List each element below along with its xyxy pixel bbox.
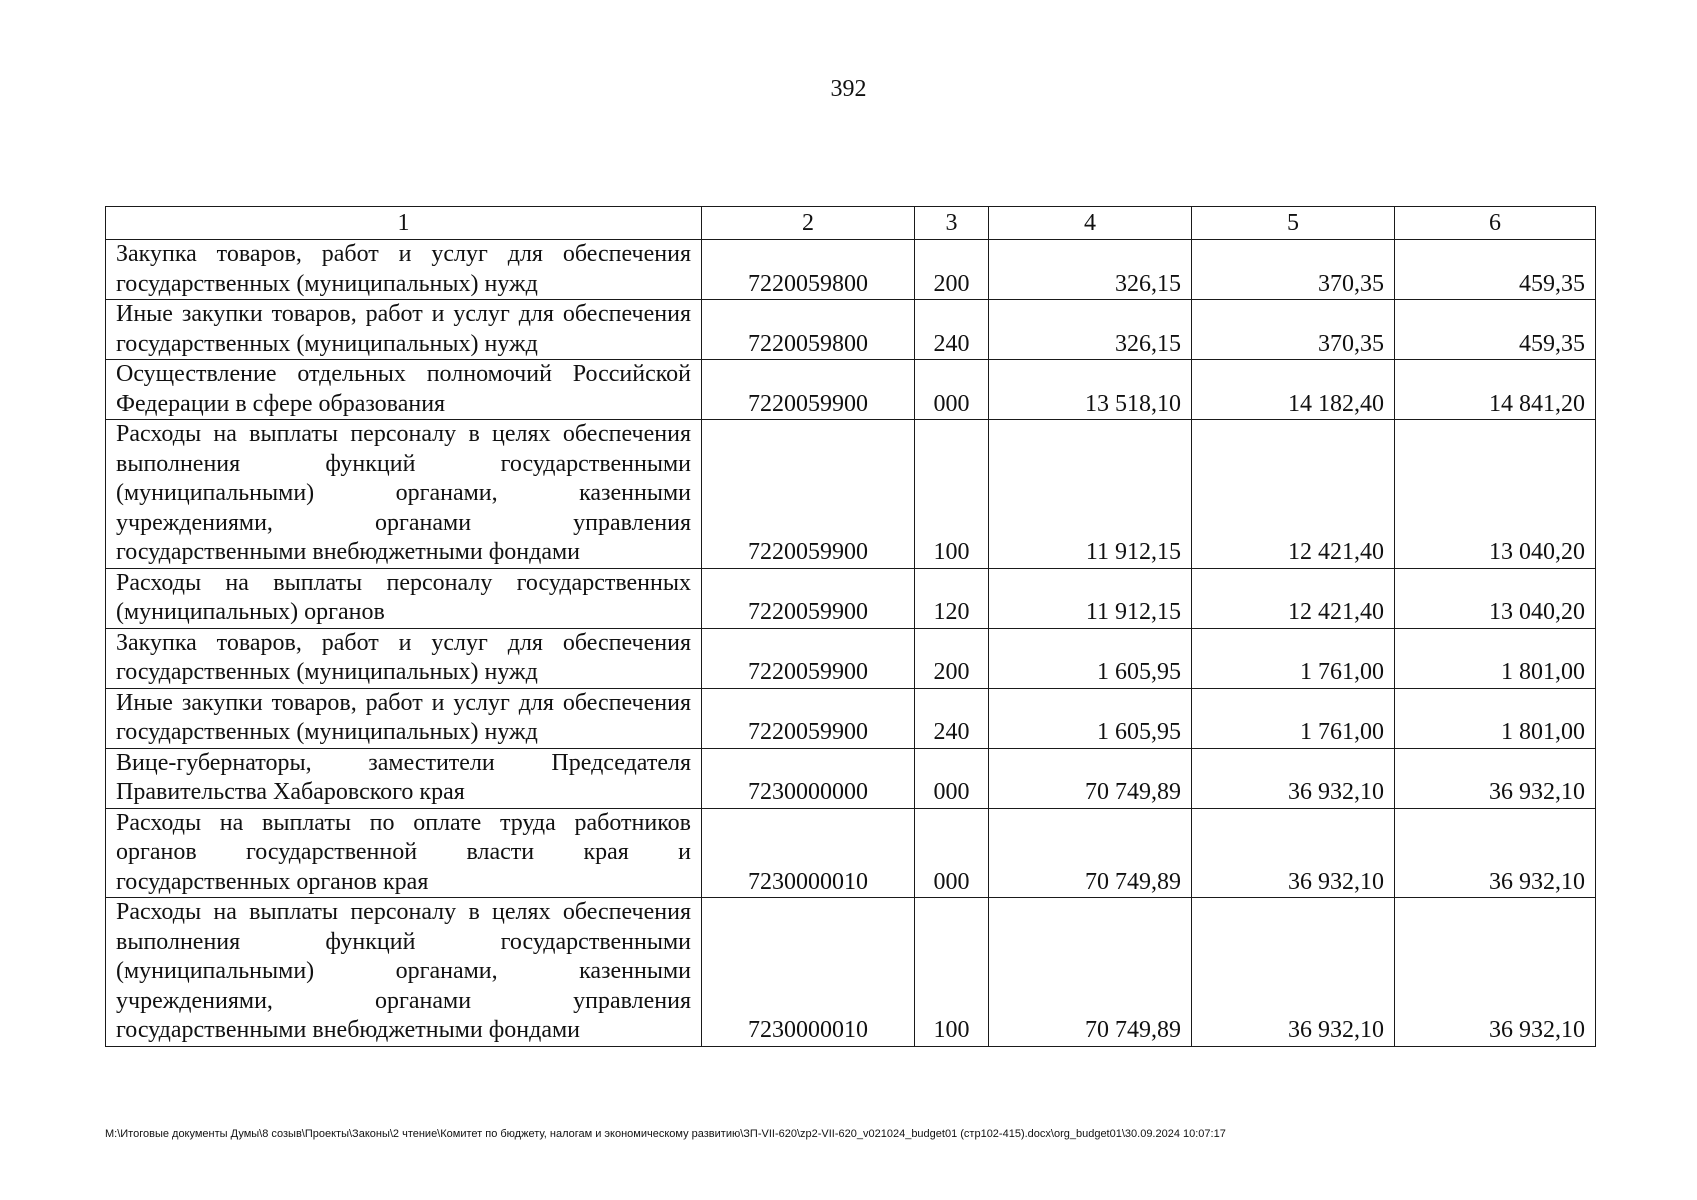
expense-name: Расходы на выплаты персоналу в целях обеспечения выполнения функций государственными (муниципальными) органами, казенными учреждениями, органами управления государственными внебюджетными фондами [106, 898, 702, 1047]
amount-col-4: 70 749,89 [989, 808, 1192, 898]
target-code: 7230000000 [702, 748, 915, 808]
amount-col-4: 326,15 [989, 240, 1192, 300]
column-header-4: 4 [989, 207, 1192, 240]
column-header-6: 6 [1395, 207, 1596, 240]
expense-name: Расходы на выплаты персоналу в целях обеспечения выполнения функций государственными (муниципальными) органами, казенными учреждениями, органами управления государственными внебюджетными фондами [106, 420, 702, 569]
target-code: 7220059900 [702, 688, 915, 748]
expense-type-code: 200 [915, 628, 989, 688]
expense-type-code: 000 [915, 748, 989, 808]
expense-type-code: 100 [915, 420, 989, 569]
table-row [106, 628, 1596, 688]
table-row [106, 898, 1596, 1047]
table-row [106, 808, 1596, 898]
footer-file-path: M:\Итоговые документы Думы\8 созыв\Проекты\Законы\2 чтение\Комитет по бюджету, налогам и экономическому развитию\ЗП-VII-620\zp2-VII-620_v021024_budget01 (стр102-415).docx\org_budget01\30.09.2024 10:07:17 [105, 1128, 1226, 1140]
amount-col-4: 326,15 [989, 300, 1192, 360]
amount-col-4: 11 912,15 [989, 420, 1192, 569]
table-row [106, 748, 1596, 808]
target-code: 7220059900 [702, 360, 915, 420]
table-row [106, 360, 1596, 420]
amount-col-4: 11 912,15 [989, 568, 1192, 628]
amount-col-6: 459,35 [1395, 240, 1596, 300]
amount-col-5: 36 932,10 [1192, 748, 1395, 808]
amount-col-4: 13 518,10 [989, 360, 1192, 420]
expense-name: Иные закупки товаров, работ и услуг для обеспечения государственных (муниципальных) нужд [106, 688, 702, 748]
amount-col-5: 370,35 [1192, 300, 1395, 360]
table-row [106, 568, 1596, 628]
target-code: 7220059900 [702, 628, 915, 688]
amount-col-6: 1 801,00 [1395, 688, 1596, 748]
expense-type-code: 240 [915, 688, 989, 748]
target-code: 7220059900 [702, 568, 915, 628]
amount-col-5: 36 932,10 [1192, 808, 1395, 898]
amount-col-6: 13 040,20 [1395, 568, 1596, 628]
expense-type-code: 000 [915, 808, 989, 898]
target-code: 7230000010 [702, 898, 915, 1047]
expense-name: Расходы на выплаты персоналу государственных (муниципальных) органов [106, 568, 702, 628]
expense-type-code: 200 [915, 240, 989, 300]
amount-col-5: 1 761,00 [1192, 628, 1395, 688]
amount-col-5: 370,35 [1192, 240, 1395, 300]
table-row [106, 240, 1596, 300]
expense-name: Закупка товаров, работ и услуг для обеспечения государственных (муниципальных) нужд [106, 240, 702, 300]
expense-name: Иные закупки товаров, работ и услуг для обеспечения государственных (муниципальных) нужд [106, 300, 702, 360]
amount-col-4: 1 605,95 [989, 628, 1192, 688]
amount-col-6: 36 932,10 [1395, 748, 1596, 808]
amount-col-4: 70 749,89 [989, 748, 1192, 808]
amount-col-6: 13 040,20 [1395, 420, 1596, 569]
amount-col-6: 14 841,20 [1395, 360, 1596, 420]
column-header-5: 5 [1192, 207, 1395, 240]
expense-type-code: 120 [915, 568, 989, 628]
column-header-2: 2 [702, 207, 915, 240]
column-header-3: 3 [915, 207, 989, 240]
table-row [106, 688, 1596, 748]
amount-col-5: 12 421,40 [1192, 420, 1395, 569]
expense-name: Закупка товаров, работ и услуг для обеспечения государственных (муниципальных) нужд [106, 628, 702, 688]
amount-col-5: 1 761,00 [1192, 688, 1395, 748]
amount-col-5: 14 182,40 [1192, 360, 1395, 420]
budget-table [105, 206, 1596, 1047]
amount-col-4: 70 749,89 [989, 898, 1192, 1047]
amount-col-4: 1 605,95 [989, 688, 1192, 748]
expense-type-code: 000 [915, 360, 989, 420]
table-row [106, 420, 1596, 569]
expense-type-code: 100 [915, 898, 989, 1047]
table-row [106, 300, 1596, 360]
amount-col-6: 459,35 [1395, 300, 1596, 360]
amount-col-5: 12 421,40 [1192, 568, 1395, 628]
expense-type-code: 240 [915, 300, 989, 360]
amount-col-6: 36 932,10 [1395, 808, 1596, 898]
target-code: 7230000010 [702, 808, 915, 898]
expense-name: Осуществление отдельных полномочий Российской Федерации в сфере образования [106, 360, 702, 420]
target-code: 7220059900 [702, 420, 915, 569]
header-row [106, 207, 1596, 240]
target-code: 7220059800 [702, 300, 915, 360]
expense-name: Вице-губернаторы, заместители Председателя Правительства Хабаровского края [106, 748, 702, 808]
target-code: 7220059800 [702, 240, 915, 300]
amount-col-6: 1 801,00 [1395, 628, 1596, 688]
amount-col-5: 36 932,10 [1192, 898, 1395, 1047]
amount-col-6: 36 932,10 [1395, 898, 1596, 1047]
column-header-1: 1 [106, 207, 702, 240]
expense-name: Расходы на выплаты по оплате труда работников органов государственной власти края и государственных органов края [106, 808, 702, 898]
page-number: 392 [830, 76, 867, 102]
